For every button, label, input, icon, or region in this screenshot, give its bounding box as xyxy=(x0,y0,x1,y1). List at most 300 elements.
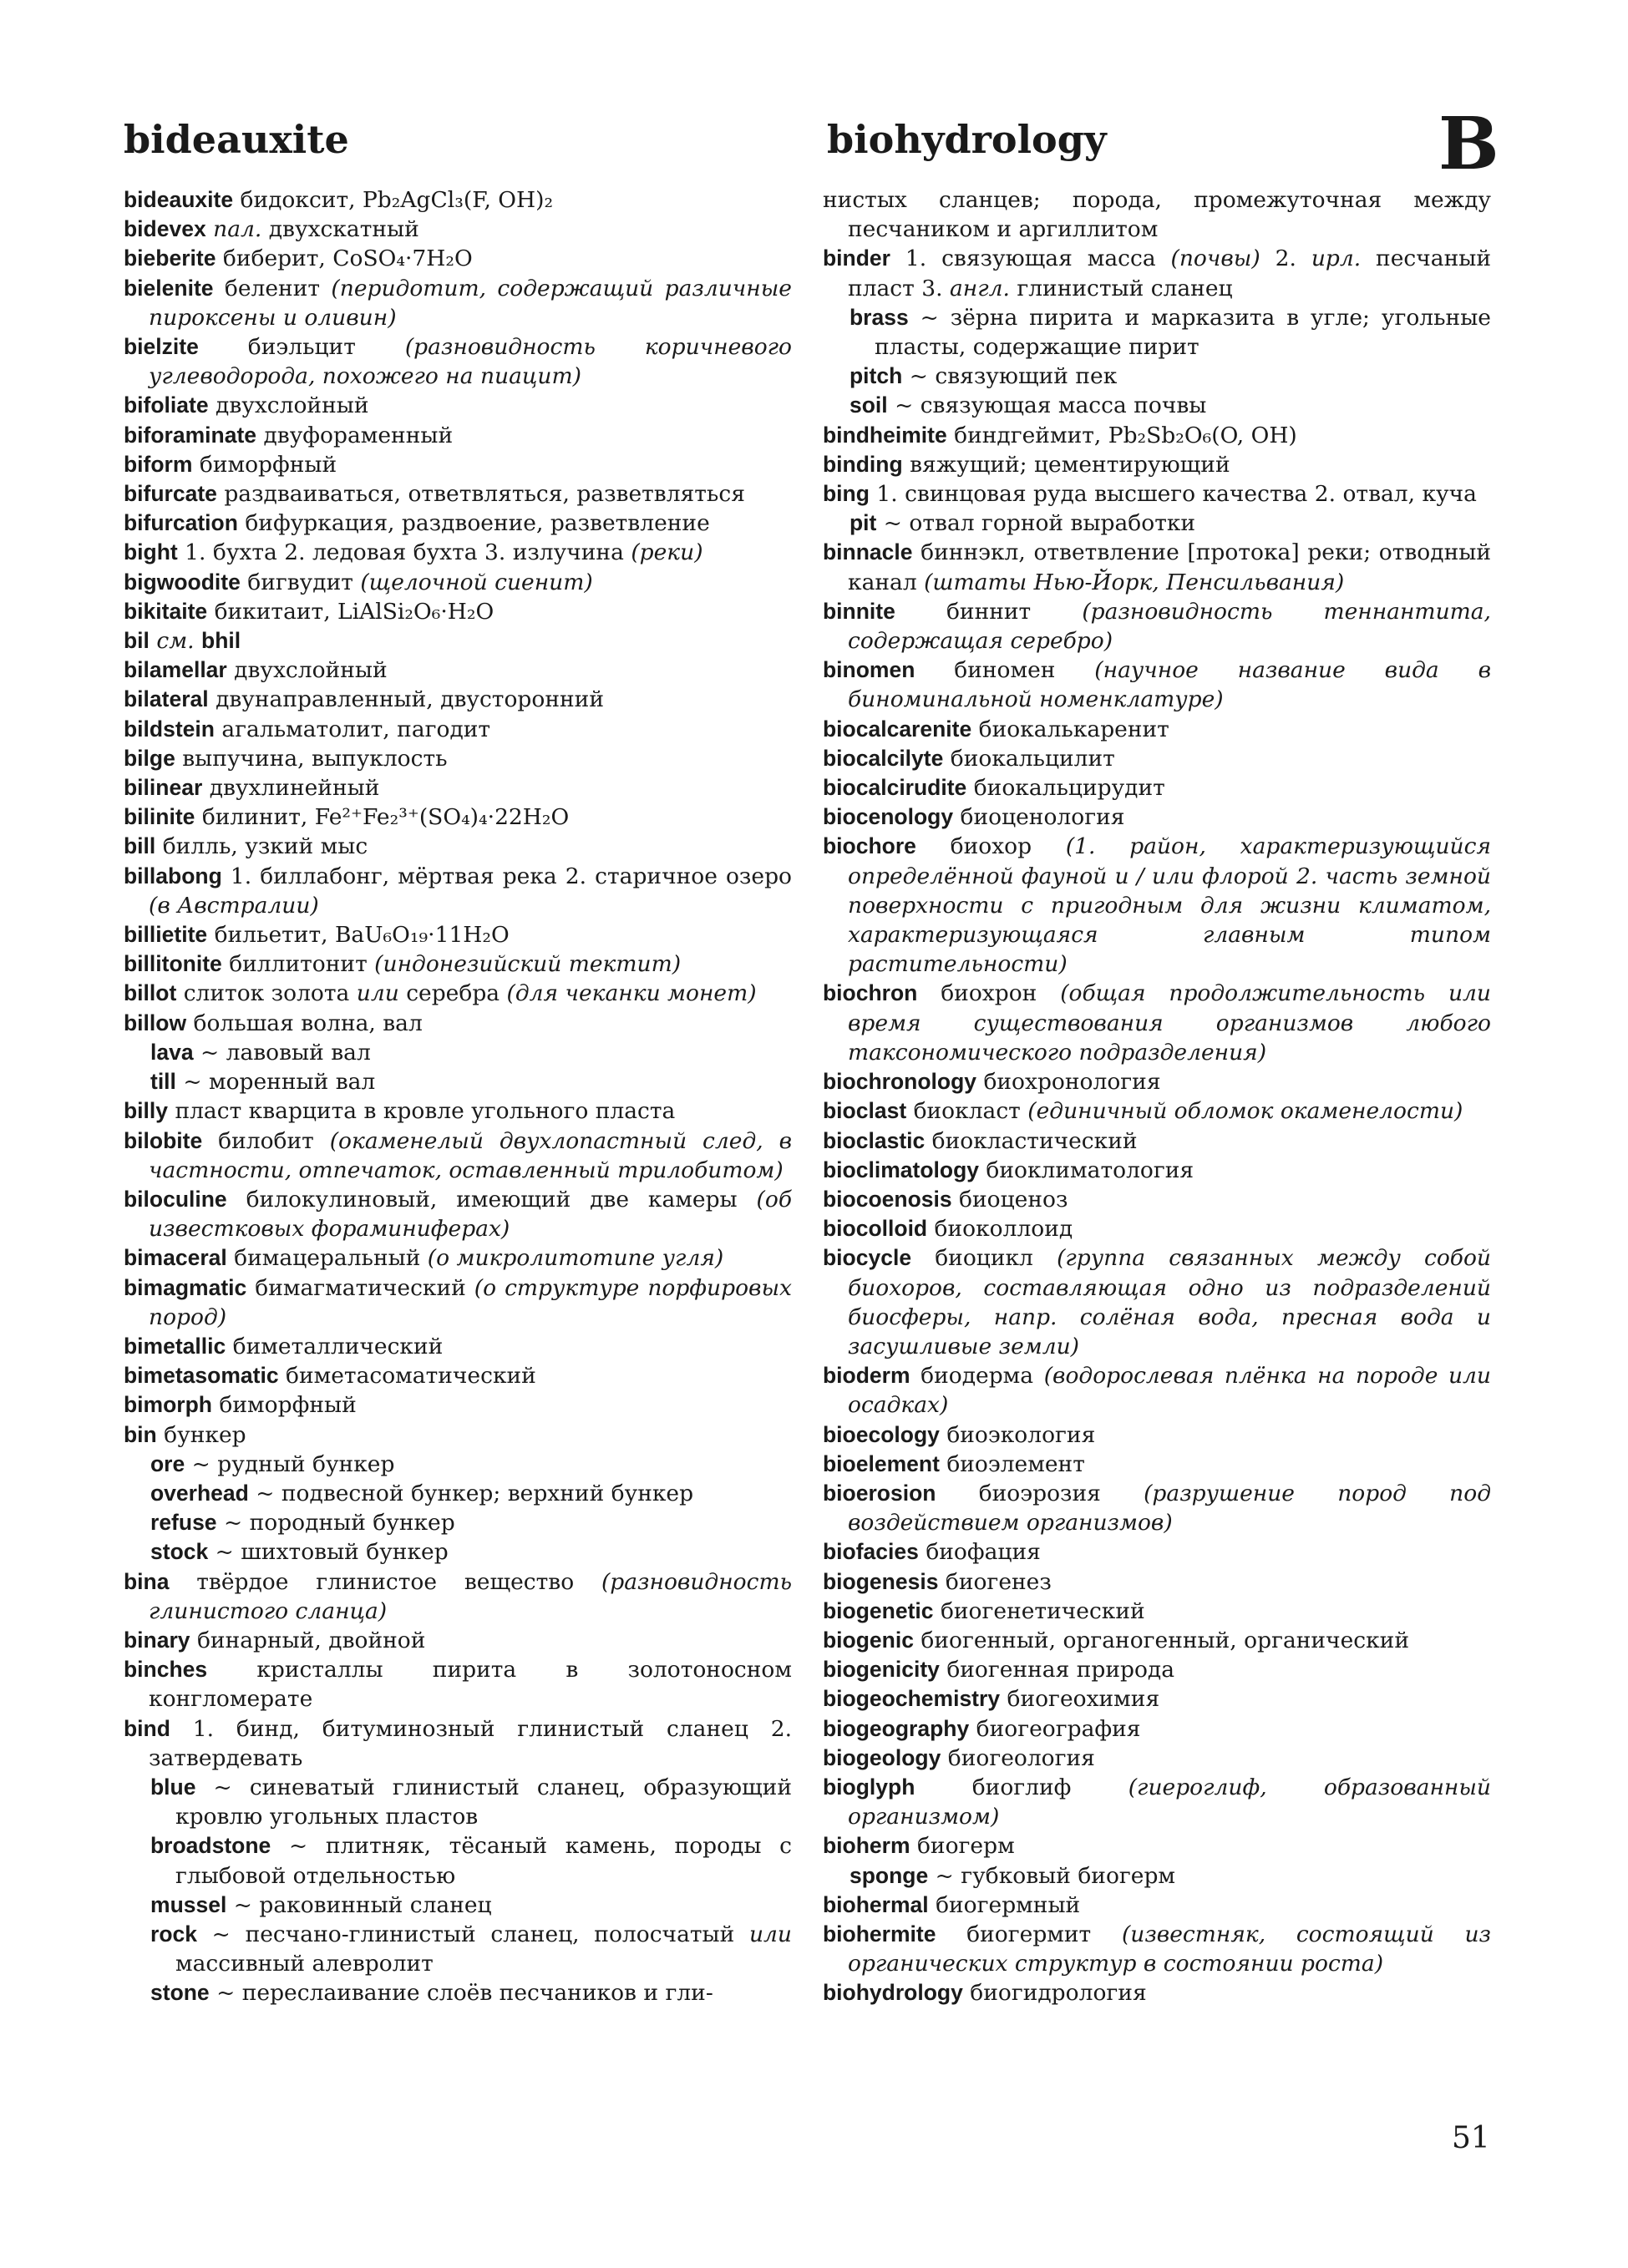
dictionary-entry xyxy=(823,1185,1491,1214)
entry-definition: 1. свинцовая руда высшего качества 2. отвал, куча xyxy=(869,481,1477,508)
entry-term: biohermal xyxy=(823,1891,929,1917)
entry-definition: биокласт xyxy=(906,1098,1028,1125)
entry-definition: бидоксит, Pb₂AgCl₃(F, OH)₂ xyxy=(233,187,554,213)
entry-definition: нистых сланцев; порода, промежуточная между песчаником и аргиллитом xyxy=(823,187,1491,243)
entry-definition: биохор xyxy=(915,833,1066,860)
entry-definition: раздваиваться, ответвляться, разветвляться xyxy=(216,481,745,508)
dictionary-entry xyxy=(823,450,1491,479)
entry-definition: биномен xyxy=(915,657,1095,684)
entry-definition: биодерма xyxy=(910,1363,1044,1390)
entry-term: stock xyxy=(150,1539,209,1565)
entry-definition: кристаллы пирита в золотоносном конгломерате xyxy=(149,1657,792,1713)
entry-definition: глинистый сланец xyxy=(1009,275,1233,301)
right-column xyxy=(823,185,1491,2008)
entry-note: (для чеканки монет) xyxy=(506,980,757,1007)
entry-term: bina xyxy=(124,1568,170,1594)
entry-note: (почвы) xyxy=(1170,246,1260,272)
entry-note: ирл. xyxy=(1311,246,1362,272)
entry-definition: двунаправленный, двусторонний xyxy=(208,686,604,713)
dictionary-entry xyxy=(823,832,1491,979)
entry-note: (группа связанных между собой биохоров, составляющая одно из подразделений биосферы, напр. солёная вода, пресная вода и засушливые земли) xyxy=(848,1245,1491,1359)
dictionary-entry xyxy=(823,479,1491,509)
dictionary-entry xyxy=(823,538,1491,596)
entry-definition: биллитонит xyxy=(221,951,375,978)
dictionary-entry xyxy=(124,538,792,567)
entry-note: англ. xyxy=(949,275,1010,301)
entry-term: biogenic xyxy=(823,1627,914,1653)
entry-definition: ~ лавовый вал xyxy=(193,1039,371,1066)
entry-definition: биогермный xyxy=(928,1891,1081,1918)
entry-definition: ~ подвесной бункер; верхний бункер xyxy=(248,1480,694,1506)
entry-term: binches xyxy=(124,1657,208,1683)
dictionary-entry xyxy=(124,656,792,685)
dictionary-entry xyxy=(124,215,792,244)
entry-definition: 1. связующая масса xyxy=(890,246,1171,272)
entry-definition: 1. биллабонг, мёртвая река 2. старичное озеро xyxy=(221,863,792,889)
dictionary-entry xyxy=(823,1597,1491,1626)
entry-term: biogeochemistry xyxy=(823,1686,1001,1712)
entry-term: bielzite xyxy=(124,334,199,360)
dictionary-entry xyxy=(823,597,1491,656)
entry-note: (перидотит, содержащий различные пироксены и оливин) xyxy=(149,275,792,331)
entry-term: refuse xyxy=(150,1510,217,1536)
entry-definition: биоэлемент xyxy=(939,1450,1085,1477)
dictionary-entry xyxy=(823,1744,1491,1773)
sub-entry xyxy=(823,362,1491,391)
entry-term: bidevex xyxy=(124,216,206,242)
left-column xyxy=(124,185,792,2008)
entry-definition: биогенетический xyxy=(933,1597,1145,1624)
entry-term: bioerosion xyxy=(823,1480,936,1506)
entry-definition: бигвудит xyxy=(240,569,361,595)
entry-definition: ~ моренный вал xyxy=(175,1069,376,1096)
entry-term: bilateral xyxy=(124,686,209,712)
dictionary-entry xyxy=(124,1567,792,1626)
page-number: 51 xyxy=(1452,2121,1490,2155)
entry-note: или xyxy=(748,1921,792,1947)
entry-term: binnacle xyxy=(823,539,913,565)
entry-definition: бимагматический xyxy=(246,1274,474,1301)
entry-definition: ~ переслаивание слоёв песчаников и гли- xyxy=(209,1980,713,2007)
entry-term: biocycle xyxy=(823,1245,912,1271)
entry-definition: ~ породный бункер xyxy=(216,1510,455,1536)
sub-entry xyxy=(823,509,1491,538)
dictionary-entry xyxy=(124,1009,792,1038)
entry-term: biofacies xyxy=(823,1539,919,1565)
entry-definition: биоклиматология xyxy=(979,1157,1194,1183)
dictionary-entry xyxy=(124,862,792,920)
entry-definition: биогеохимия xyxy=(1000,1686,1160,1713)
entry-definition: билинит, Fe²⁺Fe₂³⁺(SO₄)₄·22H₂O xyxy=(195,804,570,831)
dictionary-entry xyxy=(124,1626,792,1655)
entry-term: bielenite xyxy=(124,275,214,301)
entry-definition: биогеология xyxy=(941,1744,1095,1771)
entry-definition: двухслойный xyxy=(208,392,369,419)
entry-definition: биоколлоид xyxy=(927,1216,1073,1243)
entry-term: bioderm xyxy=(823,1363,910,1389)
entry-term: bifurcate xyxy=(124,481,217,507)
entry-definition: 1. бухта 2. ледовая бухта 3. излучина xyxy=(177,539,631,566)
entry-definition: биохрон xyxy=(917,980,1061,1007)
entry-term: brass xyxy=(850,304,909,330)
entry-term: biogenetic xyxy=(823,1597,934,1623)
entry-term: bigwoodite xyxy=(124,569,241,595)
entry-definition: биогенная природа xyxy=(939,1657,1175,1683)
entry-definition: билль, узкий мыс xyxy=(155,833,368,860)
entry-term: bieberite xyxy=(124,246,216,271)
entry-definition: биоглиф xyxy=(915,1774,1128,1800)
entry-term: biform xyxy=(124,451,193,477)
entry-definition: биогенный, органогенный, органический xyxy=(913,1627,1410,1653)
entry-note: (общая продолжительность или время существования организмов любого таксономического подразделения) xyxy=(848,980,1491,1066)
dictionary-entry xyxy=(823,1243,1491,1361)
entry-term: bing xyxy=(823,481,870,507)
entry-definition: биокалькаренит xyxy=(971,716,1169,742)
entry-definition: бинарный, двойной xyxy=(190,1627,426,1653)
dictionary-entry xyxy=(823,744,1491,773)
entry-term: billow xyxy=(124,1010,187,1035)
entry-note: (о структуре порфировых пород) xyxy=(149,1274,792,1330)
dictionary-entry xyxy=(823,1479,1491,1537)
entry-definition: беленит xyxy=(213,275,332,301)
dictionary-entry xyxy=(124,1655,792,1714)
dictionary-entry xyxy=(124,274,792,332)
dictionary-entry xyxy=(823,1361,1491,1420)
sub-entry xyxy=(124,1920,792,1978)
sub-entry xyxy=(124,1067,792,1096)
dictionary-entry xyxy=(124,802,792,832)
entry-definition: биокальцилит xyxy=(943,745,1115,772)
dictionary-entry xyxy=(823,656,1491,714)
entry-term: bifurcation xyxy=(124,510,238,536)
entry-term: billy xyxy=(124,1098,169,1124)
entry-definition: вяжущий; цементирующий xyxy=(902,451,1230,478)
entry-definition: биннэкл, ответвление [протока] реки; отводный канал xyxy=(848,539,1491,595)
entry-term: bimetallic xyxy=(124,1333,226,1359)
entry-term: bin xyxy=(124,1421,157,1447)
entry-term: biocenology xyxy=(823,804,954,830)
dictionary-entry xyxy=(823,715,1491,744)
entry-definition: биоэрозия xyxy=(936,1480,1144,1506)
entry-term: bioecology xyxy=(823,1421,940,1447)
entry-note: см. xyxy=(156,628,195,655)
entry-term: blue xyxy=(150,1774,196,1800)
dictionary-entry xyxy=(124,597,792,626)
dictionary-entry xyxy=(124,715,792,744)
entry-definition: бункер xyxy=(156,1421,246,1448)
entry-definition: биогеография xyxy=(969,1715,1141,1742)
entry-term: pit xyxy=(850,510,877,536)
dictionary-entry xyxy=(124,1243,792,1273)
entry-definition: агальматолит, пагодит xyxy=(214,716,491,742)
running-head-left: bideauxite xyxy=(124,117,349,162)
entry-definition: биогидрология xyxy=(962,1980,1147,2007)
dictionary-entry xyxy=(823,802,1491,832)
dictionary-entry xyxy=(823,1978,1491,2007)
entry-note: (разновидность глинистого сланца) xyxy=(149,1568,792,1624)
entry-term: bilamellar xyxy=(124,657,227,683)
dictionary-entry xyxy=(823,1450,1491,1479)
sub-entry xyxy=(823,1861,1491,1891)
entry-definition: биберит, CoSO₄·7H₂O xyxy=(216,246,473,272)
entry-definition: двухслойный xyxy=(226,657,388,684)
dictionary-entry xyxy=(124,1420,792,1450)
entry-definition: билобит xyxy=(202,1127,330,1154)
entry-definition: серебра xyxy=(398,980,507,1007)
dictionary-entry xyxy=(823,1920,1491,1978)
sub-entry xyxy=(124,1537,792,1567)
running-head-right: biohydrology xyxy=(827,117,1107,162)
entry-note: (реки) xyxy=(631,539,703,566)
dictionary-entry xyxy=(823,979,1491,1067)
entry-term: bideauxite xyxy=(124,187,234,212)
entry-term: pitch xyxy=(850,363,903,389)
dictionary-entry xyxy=(823,1420,1491,1450)
dictionary-entry xyxy=(124,391,792,420)
entry-definition: массивный алевролит xyxy=(175,1951,434,1977)
entry-term: biohydrology xyxy=(823,1980,963,2006)
entry-note: (разновидность коричневого углеводорода, похожего на пиацит) xyxy=(149,334,792,390)
entry-definition: песчаный пласт 3. xyxy=(848,246,1491,301)
entry-term: bilge xyxy=(124,745,175,771)
entry-definition xyxy=(195,628,201,654)
dictionary-entry xyxy=(124,1273,792,1332)
entry-term: bight xyxy=(124,539,178,565)
entry-term: bilobite xyxy=(124,1127,203,1153)
entry-term: bioglyph xyxy=(823,1774,915,1800)
entry-definition: биморфный xyxy=(192,451,337,478)
dictionary-entry xyxy=(124,450,792,479)
entry-definition: двухлинейный xyxy=(202,775,380,802)
entry-term: bimetasomatic xyxy=(124,1363,279,1389)
entry-definition: бильетит, BaU₆O₁₉·11H₂O xyxy=(207,922,510,949)
entry-term: biocalcarenite xyxy=(823,716,972,742)
entry-definition: биокластический xyxy=(925,1127,1138,1154)
entry-term: biochore xyxy=(823,833,916,859)
dictionary-entry xyxy=(124,244,792,273)
entry-definition: биогенез xyxy=(938,1568,1052,1595)
entry-definition: ~ связующая масса почвы xyxy=(887,392,1207,419)
entry-note: (о микролитотипе угля) xyxy=(427,1245,724,1272)
dictionary-entry xyxy=(124,1185,792,1243)
entry-term: biogenesis xyxy=(823,1568,939,1594)
dictionary-entry xyxy=(823,1626,1491,1655)
entry-note: (разрушение пород под воздействием организмов) xyxy=(848,1480,1491,1536)
entry-definition: ~ связующий пек xyxy=(902,363,1118,390)
entry-term: biforaminate xyxy=(124,422,257,448)
entry-term: biogenicity xyxy=(823,1657,940,1683)
entry-term: biogeology xyxy=(823,1744,941,1770)
entry-definition: ~ рудный бункер xyxy=(185,1450,395,1477)
entry-term: bioclimatology xyxy=(823,1157,979,1182)
dictionary-entry xyxy=(124,1332,792,1361)
entry-term: bimaceral xyxy=(124,1245,227,1271)
entry-note: (об известковых фораминиферах) xyxy=(149,1186,792,1243)
entry-term: bindheimite xyxy=(823,422,947,448)
entry-term: biochronology xyxy=(823,1069,977,1095)
dictionary-entry xyxy=(823,1891,1491,1920)
dictionary-entry xyxy=(823,1831,1491,1860)
sub-entry xyxy=(823,391,1491,420)
dictionary-entry xyxy=(124,744,792,773)
entry-note: (штаты Нью-Йорк, Пенсильвания) xyxy=(924,569,1345,595)
entry-note: (1. район, характеризующийся определённой фауной и / или флорой 2. часть земной поверхности с пригодным для жизни климатом, характеризующаяся главным типом растительности) xyxy=(848,833,1492,978)
entry-term: binary xyxy=(124,1627,190,1653)
entry-definition: биметаллический xyxy=(226,1333,444,1359)
sub-entry xyxy=(124,1450,792,1479)
dictionary-entry xyxy=(124,568,792,597)
entry-term: stone xyxy=(150,1980,210,2006)
entry-definition: биохронология xyxy=(976,1069,1161,1096)
entry-definition: двуфораменный xyxy=(256,422,454,448)
entry-definition: биоценология xyxy=(953,804,1125,831)
entry-definition: ~ плитняк, тёсаный камень, породы с глыбовой отдельностью xyxy=(175,1833,792,1889)
entry-term: bind xyxy=(124,1715,170,1741)
entry-term: billabong xyxy=(124,863,222,888)
entry-term: soil xyxy=(850,392,888,418)
dictionary-entry xyxy=(823,1714,1491,1744)
entry-term: billot xyxy=(124,980,177,1006)
entry-note: (разновидность теннантита, содержащая серебро) xyxy=(848,598,1491,655)
entry-note: (единичный обломок окаменелости) xyxy=(1027,1098,1463,1125)
entry-definition: ~ синеватый глинистый сланец, образующий кровлю угольных пластов xyxy=(175,1774,792,1830)
entry-definition: двухскатный xyxy=(261,216,419,243)
entry-term: bilinite xyxy=(124,804,195,830)
entry-term: overhead xyxy=(150,1480,249,1506)
entry-term: mussel xyxy=(150,1891,227,1917)
entry-term: bikitaite xyxy=(124,598,208,624)
entry-term: rock xyxy=(150,1921,197,1947)
dictionary-entry xyxy=(823,1655,1491,1684)
entry-note: пал. xyxy=(213,216,262,243)
entry-term: broadstone xyxy=(150,1833,271,1859)
entry-term: bimagmatic xyxy=(124,1274,247,1300)
dictionary-entry xyxy=(124,1714,792,1773)
cross-reference: bhil xyxy=(201,628,241,654)
dictionary-entry xyxy=(823,185,1491,244)
entry-term: biocolloid xyxy=(823,1216,928,1242)
entry-definition: бимацеральный xyxy=(226,1245,428,1272)
dictionary-entry xyxy=(124,185,792,215)
entry-definition: слиток золота xyxy=(176,980,357,1007)
section-letter: B xyxy=(1438,102,1499,186)
entry-term: binomen xyxy=(823,657,915,683)
entry-term: biloculine xyxy=(124,1186,227,1212)
entry-term: bilinear xyxy=(124,775,203,801)
dictionary-entry xyxy=(823,1773,1491,1831)
entry-definition: ~ губковый биогерм xyxy=(928,1862,1176,1889)
entry-term: lava xyxy=(150,1039,194,1065)
dictionary-entry xyxy=(124,979,792,1008)
dictionary-entry xyxy=(124,773,792,802)
entry-note: (научное название вида в биноминальной номенклатуре) xyxy=(848,657,1491,713)
entry-definition: ~ зёрна пирита и марказита в угле; угольные пласты, содержащие пирит xyxy=(875,304,1491,361)
entry-definition: ~ шихтовый бункер xyxy=(208,1539,449,1566)
entry-term: biocalcirudite xyxy=(823,775,967,801)
entry-term: biocalcilyte xyxy=(823,745,944,771)
dictionary-entry xyxy=(823,1567,1491,1597)
dictionary-entry xyxy=(823,1096,1491,1126)
entry-term: binnite xyxy=(823,598,895,624)
entry-term: bil xyxy=(124,628,150,654)
entry-term: bioherm xyxy=(823,1833,910,1859)
entry-note: (водорослевая плёнка на породе или осадках) xyxy=(848,1363,1491,1419)
entry-definition: биогерм xyxy=(910,1833,1015,1860)
dictionary-entry xyxy=(823,1156,1491,1185)
dictionary-entry xyxy=(823,1126,1491,1156)
dictionary-entry xyxy=(124,832,792,861)
sub-entry xyxy=(124,1479,792,1508)
entry-definition: биморфный xyxy=(212,1392,357,1419)
dictionary-entry xyxy=(124,1390,792,1420)
dictionary-entry xyxy=(124,509,792,538)
entry-definition: биоэкология xyxy=(939,1421,1096,1448)
entry-term: bifoliate xyxy=(124,392,209,418)
entry-definition: ~ отвал горной выработки xyxy=(876,510,1196,537)
entry-term: binder xyxy=(823,246,890,271)
entry-term: biocoenosis xyxy=(823,1186,952,1212)
entry-term: bioclastic xyxy=(823,1127,926,1153)
sub-entry xyxy=(124,1038,792,1067)
entry-definition: биоцикл xyxy=(911,1245,1057,1272)
entry-definition: бикитаит, LiAlSi₂O₆·H₂O xyxy=(207,598,494,625)
entry-definition: 1. бинд, битуминозный глинистый сланец 2. затвердевать xyxy=(149,1715,792,1771)
entry-term: till xyxy=(150,1069,176,1095)
entry-definition: ~ песчано-глинистый сланец, полосчатый xyxy=(196,1921,749,1947)
dictionary-entry xyxy=(823,1684,1491,1714)
entry-term: bioclast xyxy=(823,1098,907,1124)
entry-note: (гиероглиф, образованный организмом) xyxy=(848,1774,1492,1830)
dictionary-entry xyxy=(124,421,792,450)
sub-entry xyxy=(823,303,1491,362)
entry-definition: 2. xyxy=(1260,246,1311,272)
entry-definition: твёрдое глинистое вещество xyxy=(169,1568,601,1595)
entry-definition: пласт кварцита в кровле угольного пласта xyxy=(168,1098,676,1125)
entry-note: (в Австралии) xyxy=(149,892,319,919)
entry-note: (известняк, состоящий из органических структур в состоянии роста) xyxy=(848,1921,1491,1977)
entry-definition: билокулиновый, имеющий две камеры xyxy=(226,1186,757,1212)
entry-definition: биметасоматический xyxy=(278,1363,536,1390)
entry-definition: биофация xyxy=(918,1539,1041,1566)
entry-definition: биокальцирудит xyxy=(966,775,1165,802)
entry-term: sponge xyxy=(850,1862,929,1888)
entry-term: ore xyxy=(150,1450,185,1476)
entry-term: bill xyxy=(124,833,156,859)
dictionary-entry xyxy=(124,332,792,391)
dictionary-entry xyxy=(124,685,792,714)
entry-term: billietite xyxy=(124,922,208,948)
dictionary-entry xyxy=(823,1214,1491,1243)
dictionary-entry xyxy=(124,1126,792,1185)
entry-definition: биогермит xyxy=(936,1921,1122,1947)
dictionary-entry xyxy=(124,949,792,979)
entry-definition: ~ раковинный сланец xyxy=(226,1891,492,1918)
sub-entry xyxy=(124,1978,792,2007)
entry-definition: биоценоз xyxy=(951,1186,1068,1212)
entry-note: (индонезийский тектит) xyxy=(374,951,682,978)
entry-term: biogeography xyxy=(823,1715,970,1741)
entry-term: bildstein xyxy=(124,716,215,742)
entry-definition: биэльцит xyxy=(198,334,405,361)
entry-definition: бифуркация, раздвоение, разветвление xyxy=(237,510,710,537)
entry-term: binding xyxy=(823,451,903,477)
entry-note: или xyxy=(356,980,399,1007)
entry-note: (щелочной сиенит) xyxy=(360,569,593,595)
dictionary-entry xyxy=(823,1067,1491,1096)
dictionary-entry xyxy=(823,1537,1491,1567)
entry-term: billitonite xyxy=(124,951,222,977)
entry-term: biochron xyxy=(823,980,918,1006)
